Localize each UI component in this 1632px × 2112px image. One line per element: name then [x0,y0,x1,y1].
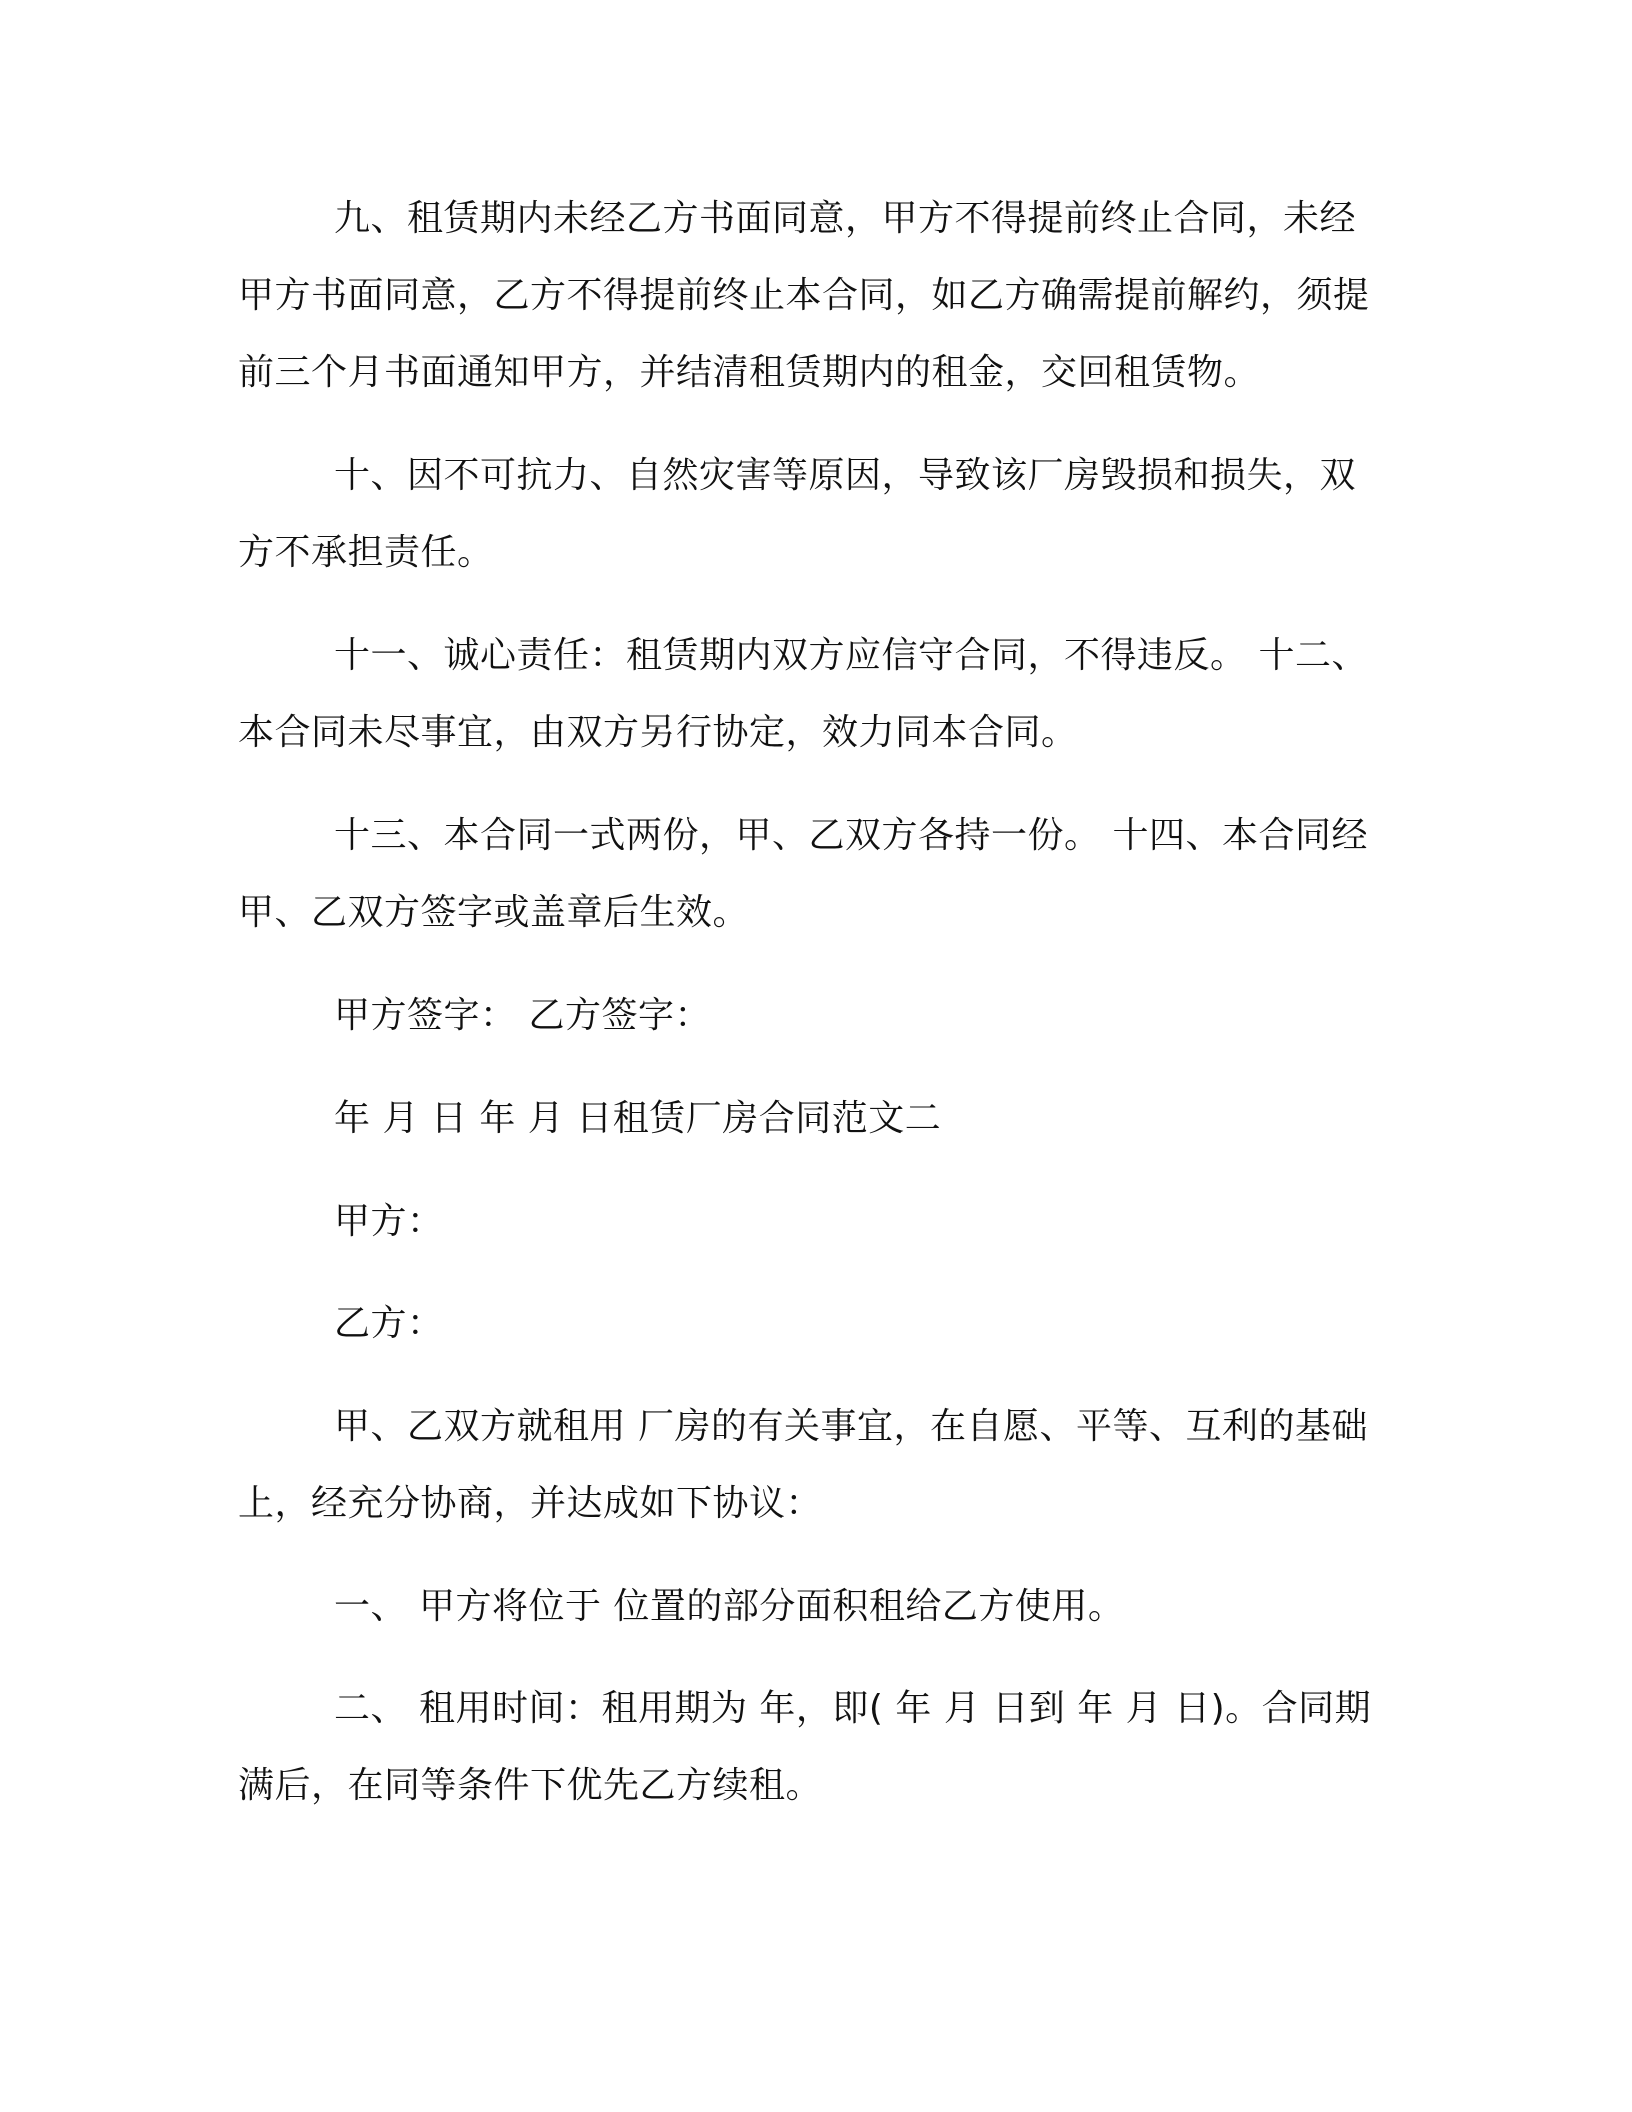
clause-2-paragraph: 二、 租用时间：租用期为 年，即( 年 月 日到 年 月 日)。合同期满后，在同等条件下优先乙方续租。 [238,1688,1372,1806]
clause-10-paragraph: 十、因不可抗力、自然灾害等原因，导致该厂房毁损和损失，双方不承担责任。 [238,455,1357,573]
party-a-line: 甲方： [334,1201,444,1242]
clause-11-12-paragraph: 十一、诚心责任：租赁期内双方应信守合同，不得违反。 十二、本合同未尽事宜，由双方另行协定，效力同本合同。 [238,635,1368,753]
clause-9-paragraph: 九、租赁期内未经乙方书面同意，甲方不得提前终止合同，未经甲方书面同意，乙方不得提前终止本合同，如乙方确需提前解约，须提前三个月书面通知甲方，并结清租赁期内的租金，交回租赁物。 [238,198,1370,393]
party-b-line: 乙方： [334,1303,444,1344]
signature-line: 甲方签字： 乙方签字： [334,995,711,1036]
clause-13-14-paragraph: 十三、本合同一式两份，甲、乙双方各持一份。 十四、本合同经甲、乙双方签字或盖章后生效。 [238,815,1368,933]
clause-1-paragraph: 一、 甲方将位于 位置的部分面积租给乙方使用。 [334,1586,1125,1627]
date-and-title-line: 年 月 日 年 月 日租赁厂房合同范文二 [334,1098,942,1139]
agreement-intro-paragraph: 甲、乙双方就租用 厂房的有关事宜，在自愿、平等、互利的基础上，经充分协商，并达成如下协议： [238,1406,1368,1524]
